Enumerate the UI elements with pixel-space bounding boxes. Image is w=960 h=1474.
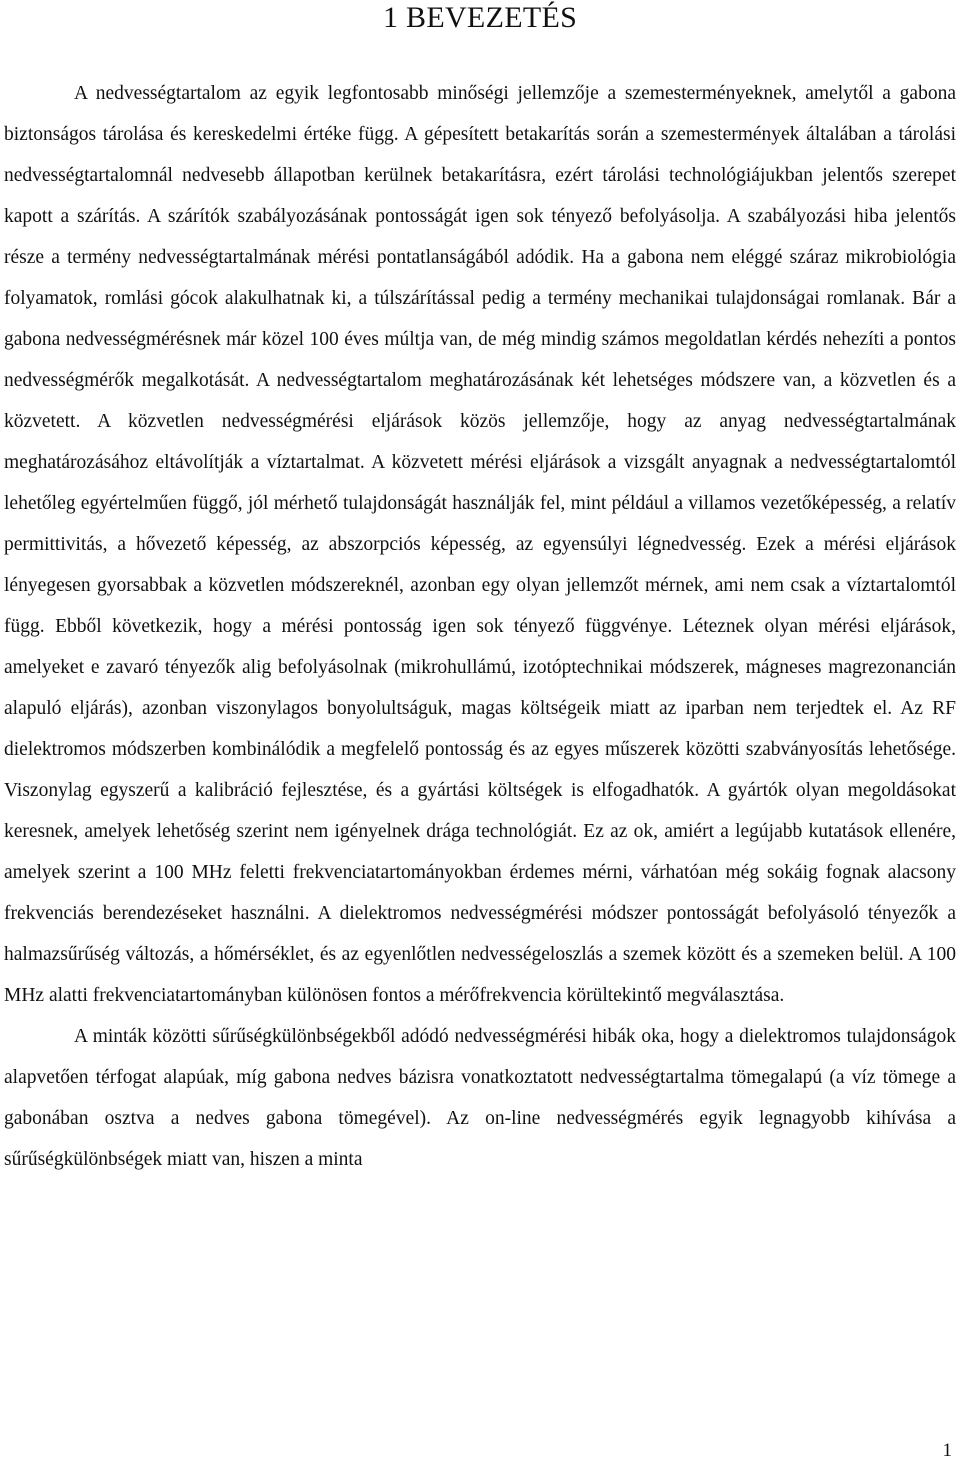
page-number: 1 <box>942 1440 952 1461</box>
paragraph-2: A minták közötti sűrűségkülönbségekből adódó nedvességmérési hibák oka, hogy a dielektromos tulajdonságok alapvetően térfogat alapúak, míg gabona nedves bázisra vonatkoztatott nedvességtartalma tömegalapú (a víz tömege a gabonában osztva a nedves gabona tömegével). Az on-line nedvességmérés egyik legnagyobb kihívása a sűrűségkülönbségek miatt van, hiszen a minta <box>4 1026 956 1170</box>
paragraph-1: A nedvességtartalom az egyik legfontosabb minőségi jellemzője a szemesterményeknek, amelytől a gabona biztonságos tárolása és kereskedelmi értéke függ. A gépesített betakarítás során a szemestermények általában a tárolási nedvességtartalomnál nedvesebb állapotban kerülnek betakarításra, ezért tárolási technológiájukban jelentős szerepet kapott a szárítás. A szárítók szabályozásának pontosságát igen sok tényező befolyásolja. A szabályozási hiba jelentős része a termény nedvességtartalmának mérési pontatlanságából adódik. Ha a gabona nem eléggé száraz mikrobiológia folyamatok, romlási gócok alakulhatnak ki, a túlszárítással pedig a termény mechanikai tulajdonságai romlanak. Bár a gabona nedvességmérésnek már közel 100 éves múltja van, de még mindig számos megoldatlan kérdés nehezíti a pontos nedvességmérők megalkotását. A nedvességtartalom meghatározásának két lehetséges módszere van, a közvetlen és a közvetett. A közvetlen nedvességmérési eljárások közös jellemzője, hogy az anyag nedvességtartalmának meghatározásához eltávolítják a víztartalmat. A közvetett mérési eljárások a vizsgált anyagnak a nedvességtartalomtól lehetőleg egyértelműen függő, jól mérhető tulajdonságát használják fel, mint például a villamos vezetőképesség, a relatív permittivitás, a hővezető képesség, az abszorpciós képesség, az egyensúlyi légnedvesség. Ezek a mérési eljárások lényegesen gyorsabbak a közvetlen módszereknél, azonban egy olyan jellemzőt mérnek, ami nem csak a víztartalomtól függ. Ebből következik, hogy a mérési pontosság igen sok tényező függvénye. Léteznek olyan mérési eljárások, amelyeket e zavaró tényezők alig befolyásolnak (mikrohullámú, izotóptechnikai módszerek, mágneses magrezonancián alapuló eljárás), azonban viszonylagos bonyolultságuk, magas költségeik miatt az iparban nem terjedtek el. Az RF dielektromos módszerben kombinálódik a megfelelő pontosság és az egyes műszerek közötti szabványosítás lehetősége. Viszonylag egyszerű a kalibráció fejlesztése, és a gyártási költségek is elfogadhatók. A gyártók olyan megoldásokat keresnek, amelyek lehetőség szerint nem igényelnek drága technológiát. Ez az ok, amiért a legújabb kutatások ellenére, amelyek szerint a 100 MHz feletti frekvenciatartományokban érdemes mérni, várhatóan még sokáig fognak alacsony frekvenciás berendezéseket használni. A dielektromos nedvességmérési módszer pontosságát befolyásoló tényezők a halmazsűrűség változás, a hőmérséklet, és az egyenlőtlen nedvességeloszlás a szemek között és a szemeken belül. A 100 MHz alatti frekvenciatartományban különösen fontos a mérőfrekvencia körültekintő megválasztása. <box>4 83 956 1006</box>
body-text <box>4 73 956 1180</box>
chapter-heading: 1 BEVEZETÉS <box>382 1 578 34</box>
